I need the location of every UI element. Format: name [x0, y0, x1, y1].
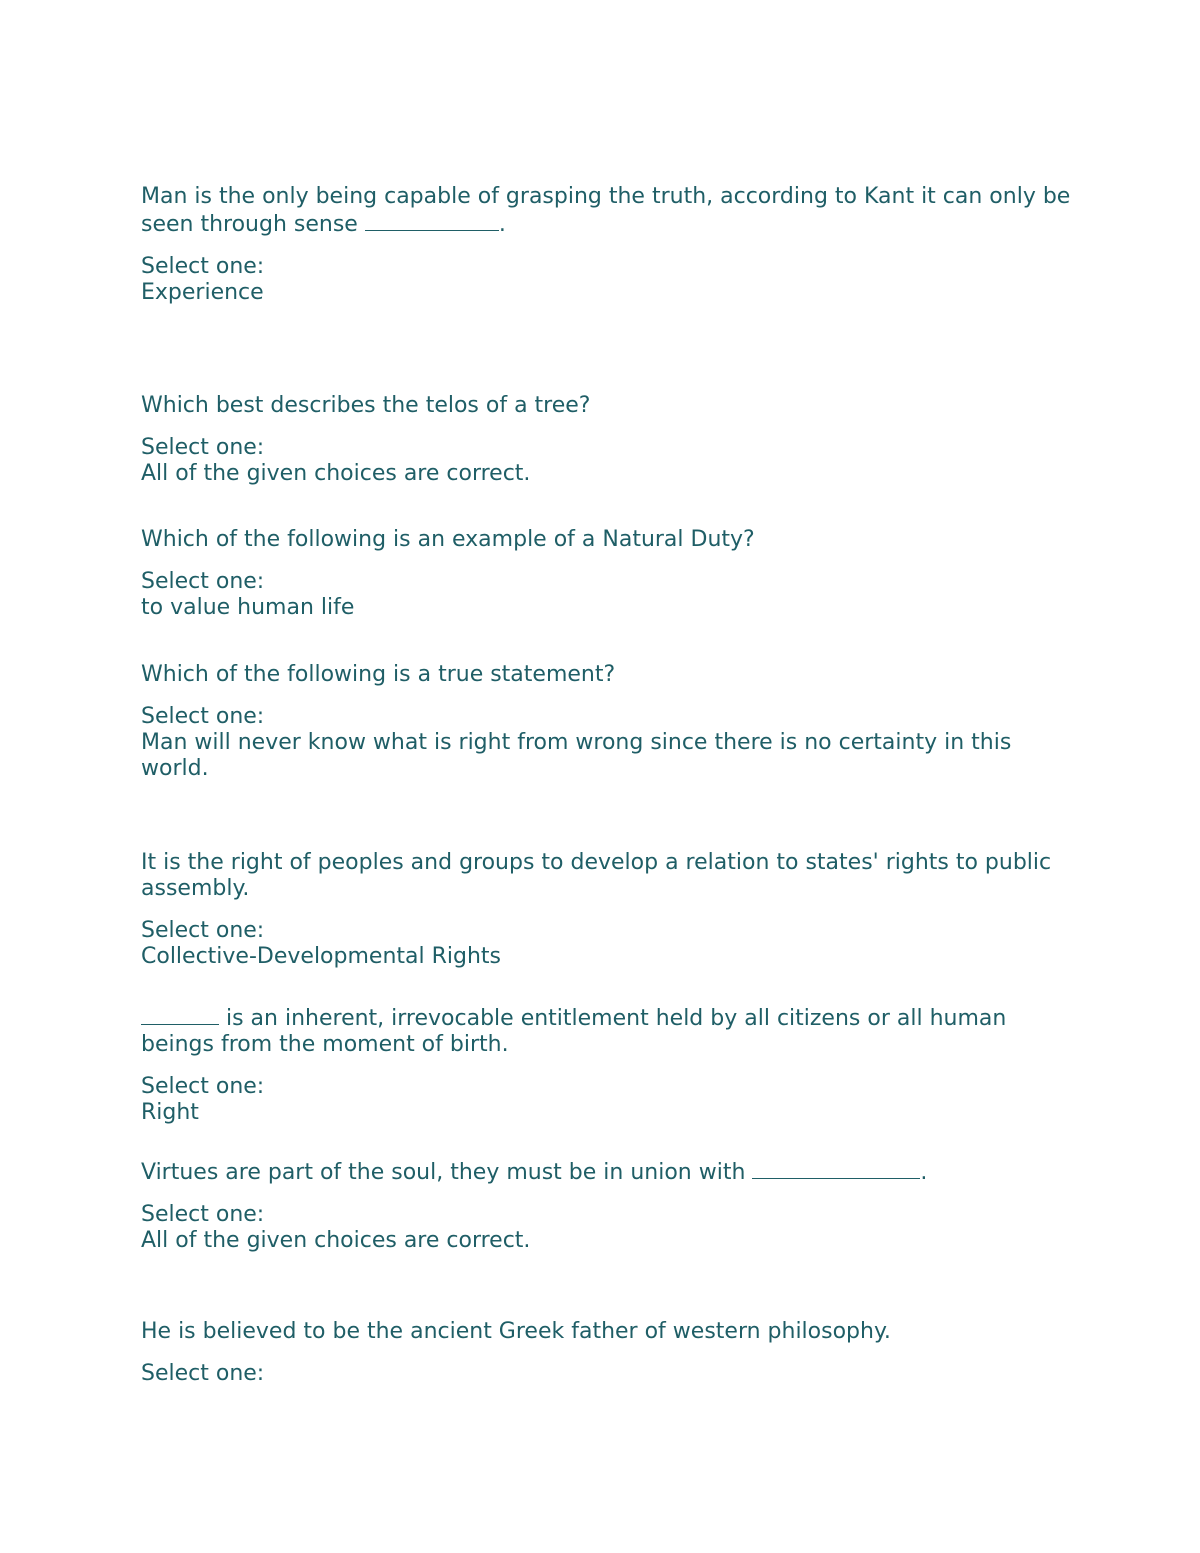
select-one-label: Select one: — [141, 1074, 265, 1099]
selected-answer: All of the given choices are correct. — [141, 1228, 531, 1253]
question-text — [141, 1158, 1071, 1186]
answer-blank — [365, 210, 499, 231]
question-text-after: . — [498, 212, 506, 237]
question-block-6 — [141, 1004, 1071, 1126]
question-block-1 — [141, 184, 1078, 306]
select-one-label: Select one: — [141, 254, 265, 279]
select-one-label: Select one: — [141, 704, 265, 729]
question-text: Which best describes the telos of a tree? — [141, 393, 591, 418]
question-block-5 — [141, 850, 1071, 970]
selected-answer: Man will never know what is right from wrong since there is no certainty in this world. — [141, 730, 1012, 781]
select-one-label: Select one: — [141, 1361, 265, 1386]
question-text: He is believed to be the ancient Greek father of western philosophy. — [141, 1319, 891, 1344]
selected-answer: Right — [141, 1100, 199, 1125]
selected-answer: Collective-Developmental Rights — [141, 944, 501, 969]
selected-answer: All of the given choices are correct. — [141, 461, 531, 486]
question-block-4 — [141, 662, 1071, 782]
select-one-label: Select one: — [141, 435, 265, 460]
question-text-after: . — [920, 1160, 928, 1185]
answer-blank — [752, 1158, 920, 1179]
question-block-3 — [141, 527, 1071, 621]
select-one-label: Select one: — [141, 1202, 265, 1227]
question-text: Which of the following is a true statement? — [141, 662, 616, 687]
select-one-label: Select one: — [141, 569, 265, 594]
question-text-before: Virtues are part of the soul, they must be in union with — [141, 1160, 753, 1185]
question-text — [141, 1004, 1071, 1058]
question-block-8 — [141, 1319, 1071, 1387]
answer-blank — [141, 1004, 219, 1025]
question-text-before: Man is the only being capable of grasping the truth, according to Kant it can only be seen through sense — [141, 184, 1078, 237]
selected-answer: Experience — [141, 280, 264, 305]
question-block-2 — [141, 393, 1071, 487]
question-text: Which of the following is an example of a Natural Duty? — [141, 527, 755, 552]
question-text: It is the right of peoples and groups to develop a relation to states' rights to public assembly. — [141, 850, 1059, 901]
question-text-after: is an inherent, irrevocable entitlement held by all citizens or all human beings from the moment of birth. — [141, 1006, 1014, 1057]
select-one-label: Select one: — [141, 918, 265, 943]
question-block-7 — [141, 1158, 1071, 1254]
selected-answer: to value human life — [141, 595, 355, 620]
question-text — [141, 184, 1078, 238]
